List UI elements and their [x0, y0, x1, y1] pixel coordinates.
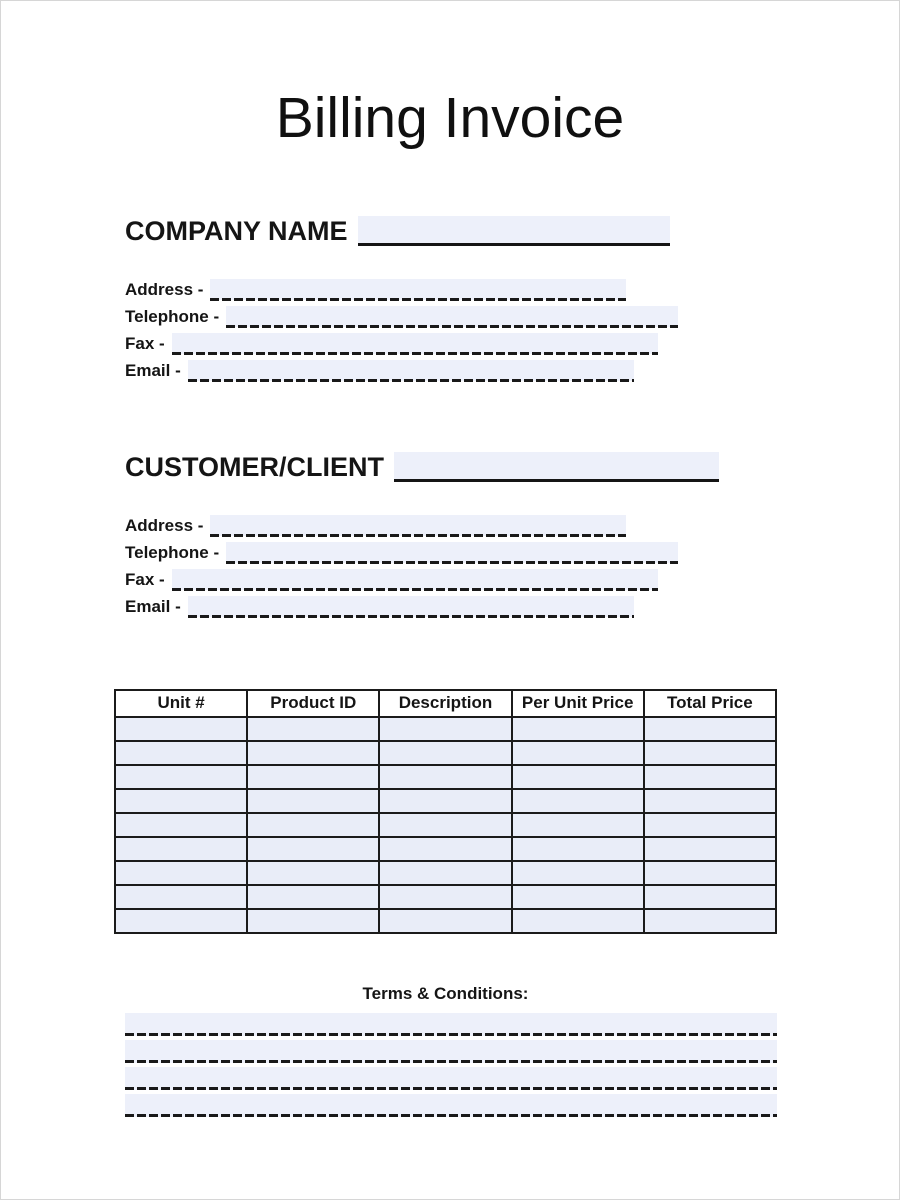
table-cell[interactable] [512, 837, 644, 861]
contact-field-row [125, 563, 658, 590]
table-cell[interactable] [115, 909, 247, 933]
column-header-3: Per Unit Price [512, 690, 644, 717]
terms-line[interactable] [125, 1067, 777, 1090]
table-cell[interactable] [512, 789, 644, 813]
table-cell[interactable] [379, 741, 511, 765]
table-row [115, 885, 776, 909]
customer-address-field[interactable] [210, 515, 626, 536]
table-cell[interactable] [247, 909, 379, 933]
column-header-1: Product ID [247, 690, 379, 717]
table-row [115, 717, 776, 741]
customer-email-label: Email - [125, 596, 181, 616]
table-cell[interactable] [379, 765, 511, 789]
items-table-header-row [115, 690, 776, 717]
company-email-label: Email - [125, 360, 181, 380]
company-fax-label: Fax - [125, 333, 165, 353]
customer-section [125, 452, 899, 617]
company-email-field[interactable] [188, 360, 634, 381]
table-cell[interactable] [379, 861, 511, 885]
table-cell[interactable] [247, 885, 379, 909]
company-section [125, 216, 899, 381]
contact-field-row [125, 590, 634, 617]
table-cell[interactable] [115, 717, 247, 741]
table-cell[interactable] [644, 813, 776, 837]
customer-fields [125, 509, 899, 617]
terms-heading: Terms & Conditions: [362, 983, 529, 1003]
table-cell[interactable] [379, 909, 511, 933]
contact-field-row [125, 300, 678, 327]
table-row [115, 837, 776, 861]
table-cell[interactable] [115, 789, 247, 813]
table-cell[interactable] [115, 741, 247, 765]
company-telephone-field[interactable] [226, 306, 678, 327]
contact-field-row [125, 327, 658, 354]
company-heading: COMPANY NAME [125, 215, 348, 246]
table-cell[interactable] [644, 837, 776, 861]
table-cell[interactable] [644, 885, 776, 909]
terms-section [1, 984, 899, 1117]
table-cell[interactable] [115, 813, 247, 837]
customer-fax-label: Fax - [125, 569, 165, 589]
table-cell[interactable] [379, 789, 511, 813]
column-header-2: Description [379, 690, 511, 717]
company-address-label: Address - [125, 279, 204, 299]
table-row [115, 789, 776, 813]
terms-line[interactable] [125, 1040, 777, 1063]
table-cell[interactable] [512, 717, 644, 741]
customer-telephone-label: Telephone - [125, 542, 220, 562]
table-row [115, 861, 776, 885]
contact-field-row [125, 509, 626, 536]
company-address-field[interactable] [210, 279, 626, 300]
contact-field-row [125, 273, 626, 300]
column-header-0: Unit # [115, 690, 247, 717]
company-name-field[interactable] [358, 216, 670, 246]
table-cell[interactable] [512, 861, 644, 885]
customer-name-field[interactable] [394, 452, 719, 482]
terms-line[interactable] [125, 1094, 777, 1117]
table-cell[interactable] [644, 741, 776, 765]
table-cell[interactable] [512, 909, 644, 933]
table-cell[interactable] [379, 837, 511, 861]
table-cell[interactable] [512, 741, 644, 765]
table-cell[interactable] [247, 765, 379, 789]
company-fax-field[interactable] [172, 333, 658, 354]
customer-address-label: Address - [125, 515, 204, 535]
company-telephone-label: Telephone - [125, 306, 220, 326]
table-cell[interactable] [247, 741, 379, 765]
table-cell[interactable] [247, 789, 379, 813]
customer-email-field[interactable] [188, 596, 634, 617]
customer-heading: CUSTOMER/CLIENT [125, 451, 385, 482]
items-table-body [115, 717, 776, 933]
table-cell[interactable] [115, 885, 247, 909]
table-cell[interactable] [379, 717, 511, 741]
page-title: Billing Invoice [275, 86, 625, 150]
table-cell[interactable] [512, 813, 644, 837]
table-cell[interactable] [644, 717, 776, 741]
customer-fax-field[interactable] [172, 569, 658, 590]
table-cell[interactable] [644, 789, 776, 813]
company-fields [125, 273, 899, 381]
table-cell[interactable] [644, 861, 776, 885]
customer-telephone-field[interactable] [226, 542, 678, 563]
table-row [115, 813, 776, 837]
table-cell[interactable] [379, 813, 511, 837]
table-cell[interactable] [512, 765, 644, 789]
table-cell[interactable] [247, 717, 379, 741]
table-cell[interactable] [247, 861, 379, 885]
table-cell[interactable] [247, 813, 379, 837]
table-cell[interactable] [512, 885, 644, 909]
table-cell[interactable] [247, 837, 379, 861]
table-cell[interactable] [644, 909, 776, 933]
terms-lines [125, 1013, 777, 1117]
contact-field-row [125, 354, 634, 381]
terms-line[interactable] [125, 1013, 777, 1036]
table-cell[interactable] [115, 861, 247, 885]
table-row [115, 909, 776, 933]
table-cell[interactable] [115, 837, 247, 861]
table-row [115, 765, 776, 789]
table-cell[interactable] [379, 885, 511, 909]
table-cell[interactable] [115, 765, 247, 789]
column-header-4: Total Price [644, 690, 776, 717]
table-cell[interactable] [644, 765, 776, 789]
items-table [114, 689, 777, 934]
table-row [115, 741, 776, 765]
contact-field-row [125, 536, 678, 563]
